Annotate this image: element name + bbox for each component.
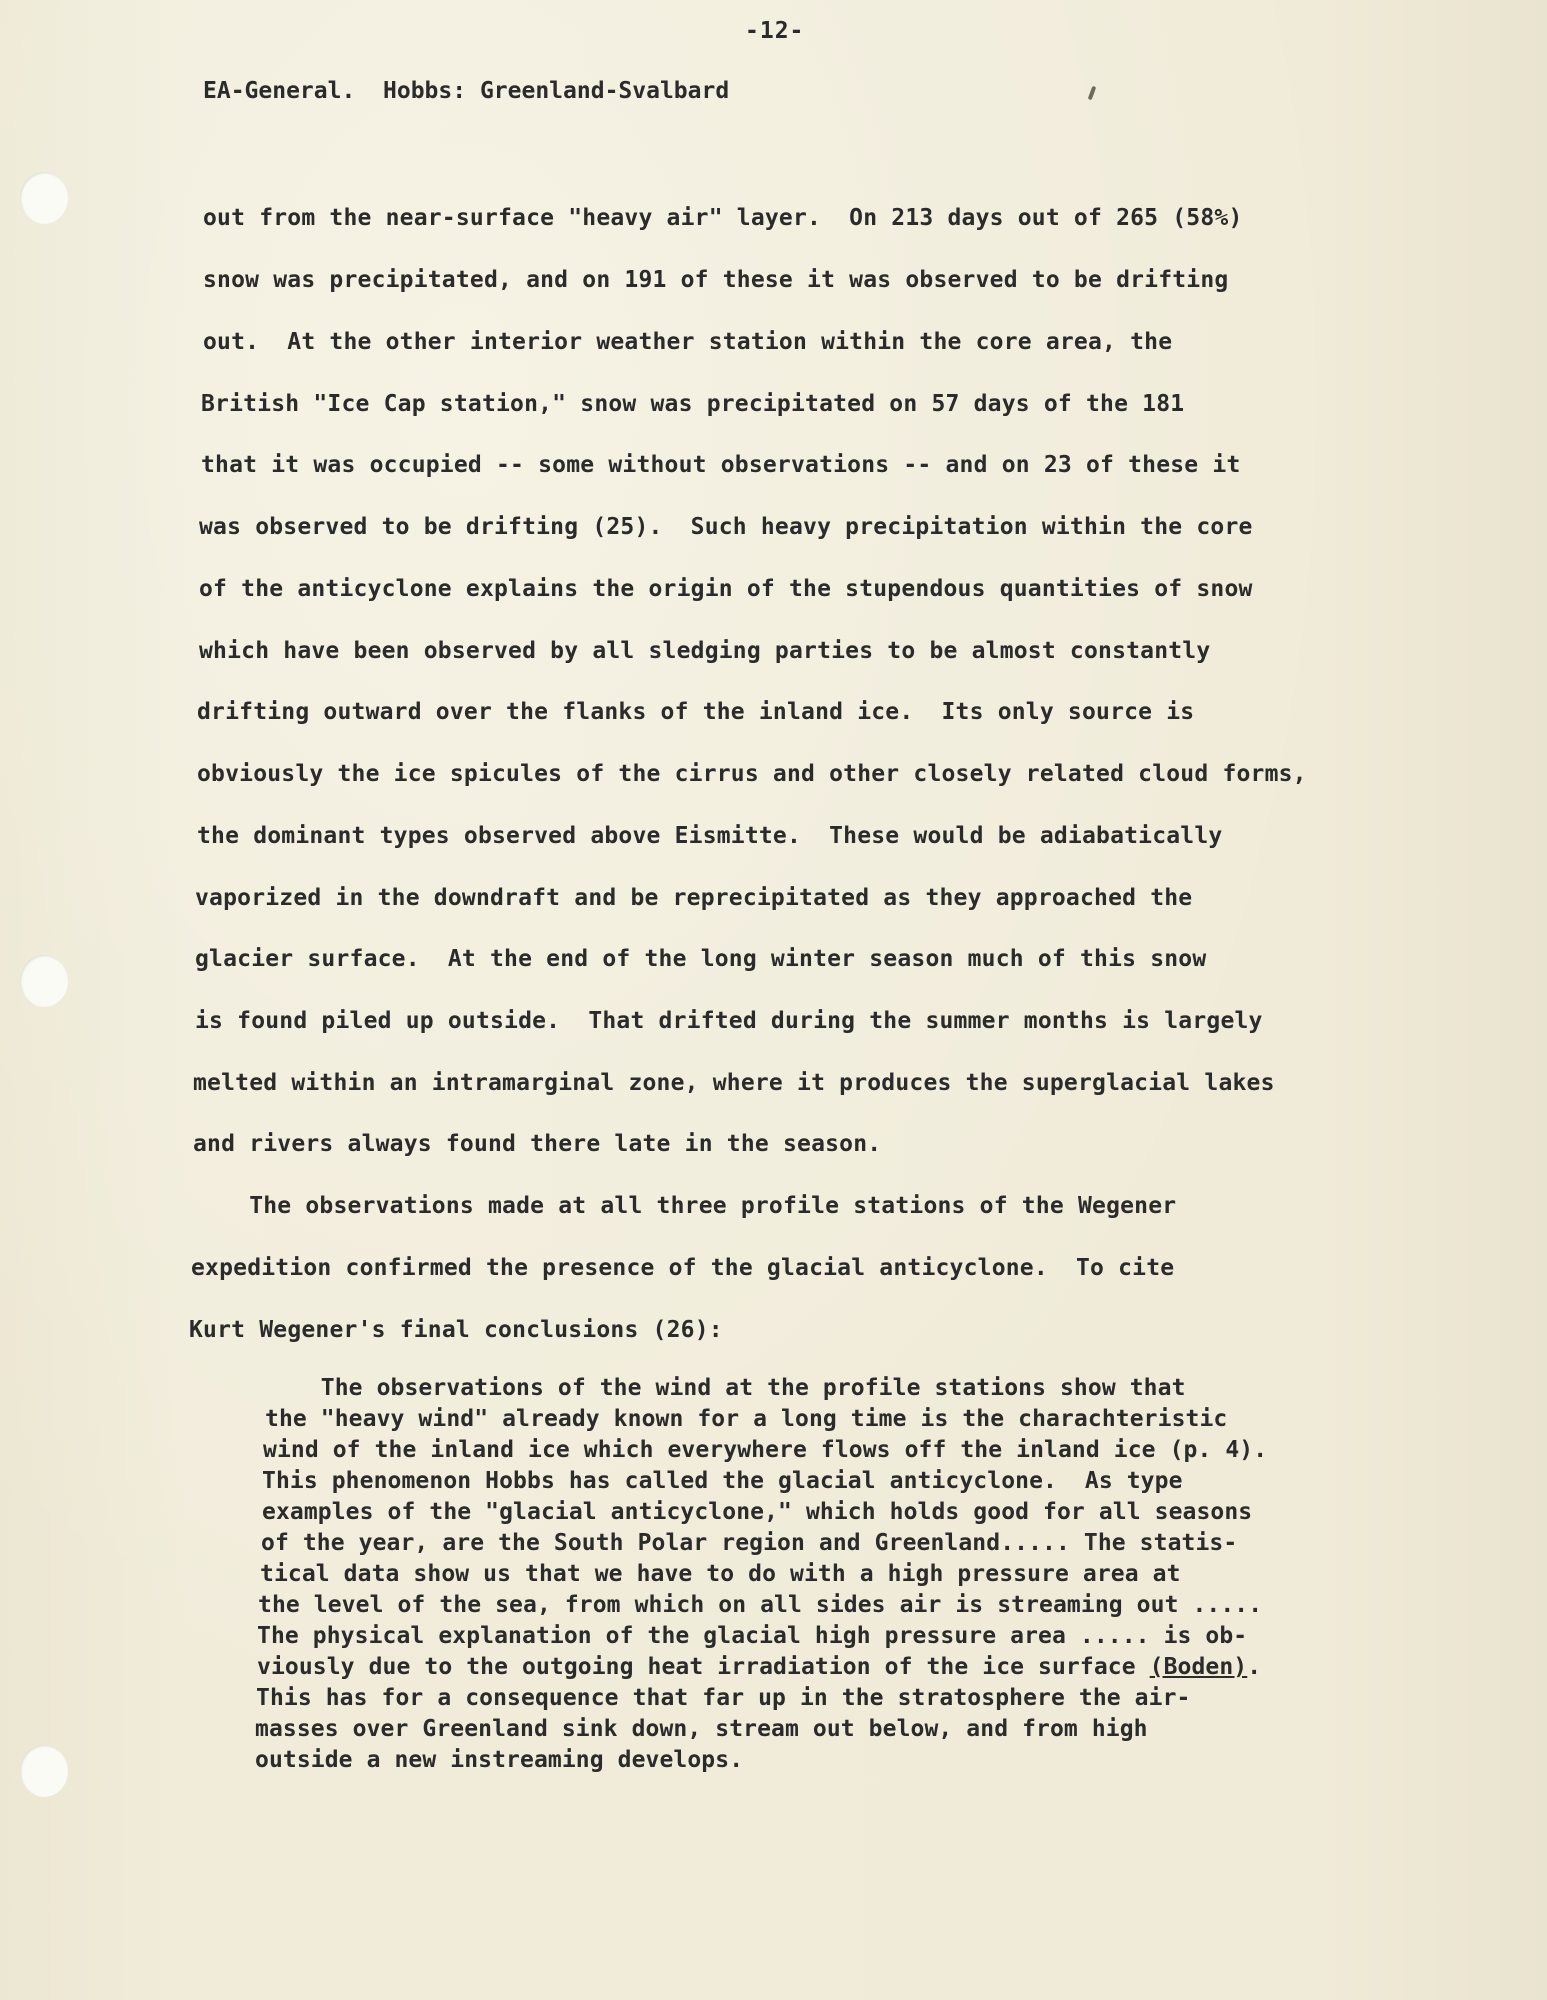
body-line: vaporized in the downdraft and be reprecipitated as they approached the — [195, 885, 1193, 911]
document-header: EA-General. Hobbs: Greenland-Svalbard — [203, 78, 730, 104]
body-line: out. At the other interior weather station within the core area, the — [203, 329, 1173, 355]
quote-line: The observations of the wind at the profile stations show that — [265, 1375, 1186, 1401]
quote-line: This phenomenon Hobbs has called the glacial anticyclone. As type — [262, 1468, 1183, 1494]
quote-line-text: viously due to the outgoing heat irradiation of the ice surface — [257, 1654, 1150, 1680]
body-line: The observations made at all three profile stations of the Wegener — [193, 1193, 1177, 1219]
quote-line-with-underline — [257, 1654, 1261, 1680]
quote-line: outside a new instreaming develops. — [255, 1747, 744, 1773]
quote-line: The physical explanation of the glacial high pressure area ..... is ob- — [257, 1623, 1248, 1649]
body-line: British "Ice Cap station," snow was precipitated on 57 days of the 181 — [201, 391, 1185, 417]
quote-line: tical data show us that we have to do with a high pressure area at — [260, 1561, 1181, 1587]
body-line: and rivers always found there late in the season. — [193, 1131, 882, 1157]
body-line: melted within an intramarginal zone, where it produces the superglacial lakes — [193, 1070, 1275, 1096]
body-line: is found piled up outside. That drifted during the summer months is largely — [195, 1008, 1263, 1034]
body-line: was observed to be drifting (25). Such heavy precipitation within the core — [199, 514, 1253, 540]
body-line: of the anticyclone explains the origin of the stupendous quantities of snow — [199, 576, 1253, 602]
body-line: obviously the ice spicules of the cirrus and other closely related cloud forms, — [197, 761, 1307, 787]
quote-line: This has for a consequence that far up in the stratosphere the air- — [256, 1685, 1191, 1711]
body-line: out from the near-surface "heavy air" layer. On 213 days out of 265 (58%) — [203, 205, 1243, 231]
quote-line-tail: . — [1247, 1654, 1262, 1680]
body-line: the dominant types observed above Eismitte. These would be adiabatically — [197, 823, 1223, 849]
quote-line: wind of the inland ice which everywhere flows off the inland ice (p. 4). — [263, 1437, 1268, 1463]
quote-line: of the year, are the South Polar region and Greenland..... The statis- — [261, 1530, 1238, 1556]
body-line: drifting outward over the flanks of the inland ice. Its only source is — [197, 699, 1195, 725]
punch-hole-middle — [20, 955, 68, 1007]
punch-hole-bottom — [20, 1745, 68, 1797]
underlined-word: (Boden) — [1149, 1654, 1248, 1680]
quote-line: the level of the sea, from which on all sides air is streaming out ..... — [258, 1592, 1263, 1618]
body-line: that it was occupied -- some without observations -- and on 23 of these it — [201, 452, 1241, 478]
body-line: which have been observed by all sledging parties to be almost constantly — [199, 638, 1211, 664]
body-line: snow was precipitated, and on 191 of these it was observed to be drifting — [203, 267, 1229, 293]
body-line: Kurt Wegener's final conclusions (26): — [189, 1317, 723, 1343]
quote-line: masses over Greenland sink down, stream out below, and from high — [255, 1716, 1148, 1742]
body-line: glacier surface. At the end of the long winter season much of this snow — [195, 946, 1207, 972]
punch-hole-top — [20, 172, 68, 224]
quote-line: the "heavy wind" already known for a long time is the charachteristic — [265, 1406, 1228, 1432]
page-number: -12- — [745, 18, 805, 44]
ink-speck — [1088, 86, 1097, 101]
quote-line: examples of the "glacial anticyclone," which holds good for all seasons — [262, 1499, 1253, 1525]
body-line: expedition confirmed the presence of the glacial anticyclone. To cite — [191, 1255, 1175, 1281]
